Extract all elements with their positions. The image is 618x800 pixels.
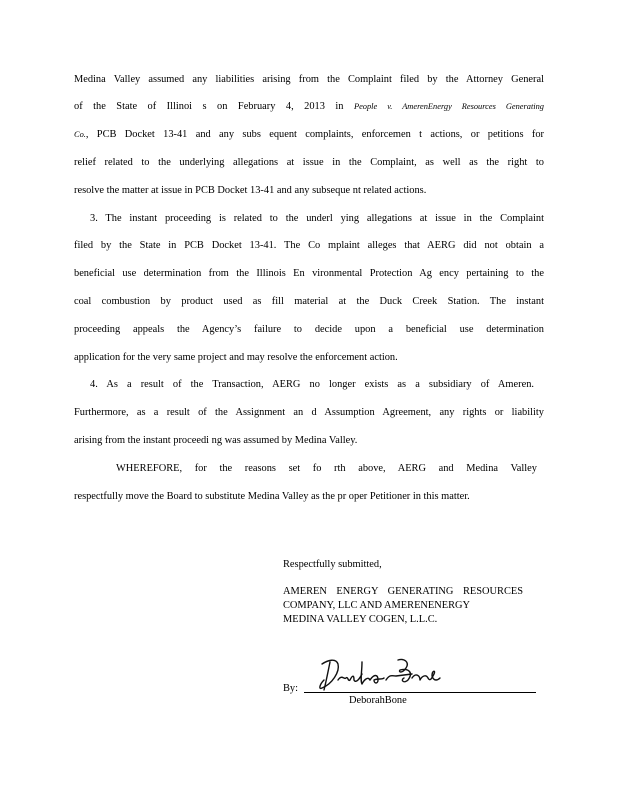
paragraph-intro-line-3-text: , PCB Docket 13-41 and any subs equent complaints, enforcemen t actions, or petitions for (85, 129, 544, 140)
signer-name: DeborahBone (349, 695, 407, 706)
party-name-line-2: COMPANY, LLC AND AMERENENERGY (283, 600, 471, 611)
paragraph-3-line-5: proceeding appeals the Agency’s failure to decide upon a beneficial use determination (74, 324, 544, 335)
wherefore-line-1: WHEREFORE, for the reasons set fo rth above, AERG and Medina Valley (116, 463, 537, 474)
paragraph-intro-line-4: relief related to the underlying allegations at issue in the Complaint, as well as the right to (74, 157, 544, 168)
paragraph-3-line-1: 3. The instant proceeding is related to the underl ying allegations at issue in the Complaint (90, 213, 544, 224)
by-label: By: (283, 683, 299, 694)
wherefore-line-2: respectfully move the Board to substitute Medina Valley as the pr oper Petitioner in this matter. (74, 491, 470, 502)
paragraph-3-line-2: filed by the State in PCB Docket 13-41. The Co mplaint alleges that AERG did not obtain a (74, 240, 544, 251)
party-name-line-3: MEDINA VALLEY COGEN, L.L.C. (283, 614, 438, 625)
paragraph-intro-line-2-text: of the State of Illinoi s on February 4, 2013 in (74, 101, 354, 112)
paragraph-3-line-3: beneficial use determination from the Illinois En vironmental Protection Ag ency pertaining to the (74, 268, 544, 279)
paragraph-intro-line-3 (74, 129, 544, 141)
paragraph-4-line-3: arising from the instant proceedi ng was assumed by Medina Valley. (74, 435, 358, 446)
paragraph-intro-line-2 (74, 101, 544, 113)
paragraph-intro-line-5: resolve the matter at issue in PCB Docket 13-41 and any subseque nt related actions. (74, 185, 427, 196)
paragraph-intro-line-1: Medina Valley assumed any liabilities arising from the Complaint filed by the Attorney General (74, 74, 544, 85)
party-name-line-1: AMEREN ENERGY GENERATING RESOURCES (283, 586, 523, 597)
paragraph-4-line-2: Furthermore, as a result of the Assignment an d Assumption Agreement, any rights or liability (74, 407, 544, 418)
paragraph-4-line-1: 4. As a result of the Transaction, AERG no longer exists as a subsidiary of Ameren. (90, 379, 534, 390)
case-caption-part-1: People v. AmerenEnergy Resources Generating (353, 102, 544, 111)
handwritten-signature (316, 650, 442, 698)
paragraph-3-line-4: coal combustion by product used as fill material at the Duck Creek Station. The instant (74, 296, 544, 307)
signature-line (304, 692, 536, 693)
paragraph-3-line-6: application for the very same project and may resolve the enforcement action. (74, 352, 398, 363)
closing-text: Respectfully submitted, (283, 559, 382, 570)
case-caption-part-2: Co. (74, 130, 86, 139)
